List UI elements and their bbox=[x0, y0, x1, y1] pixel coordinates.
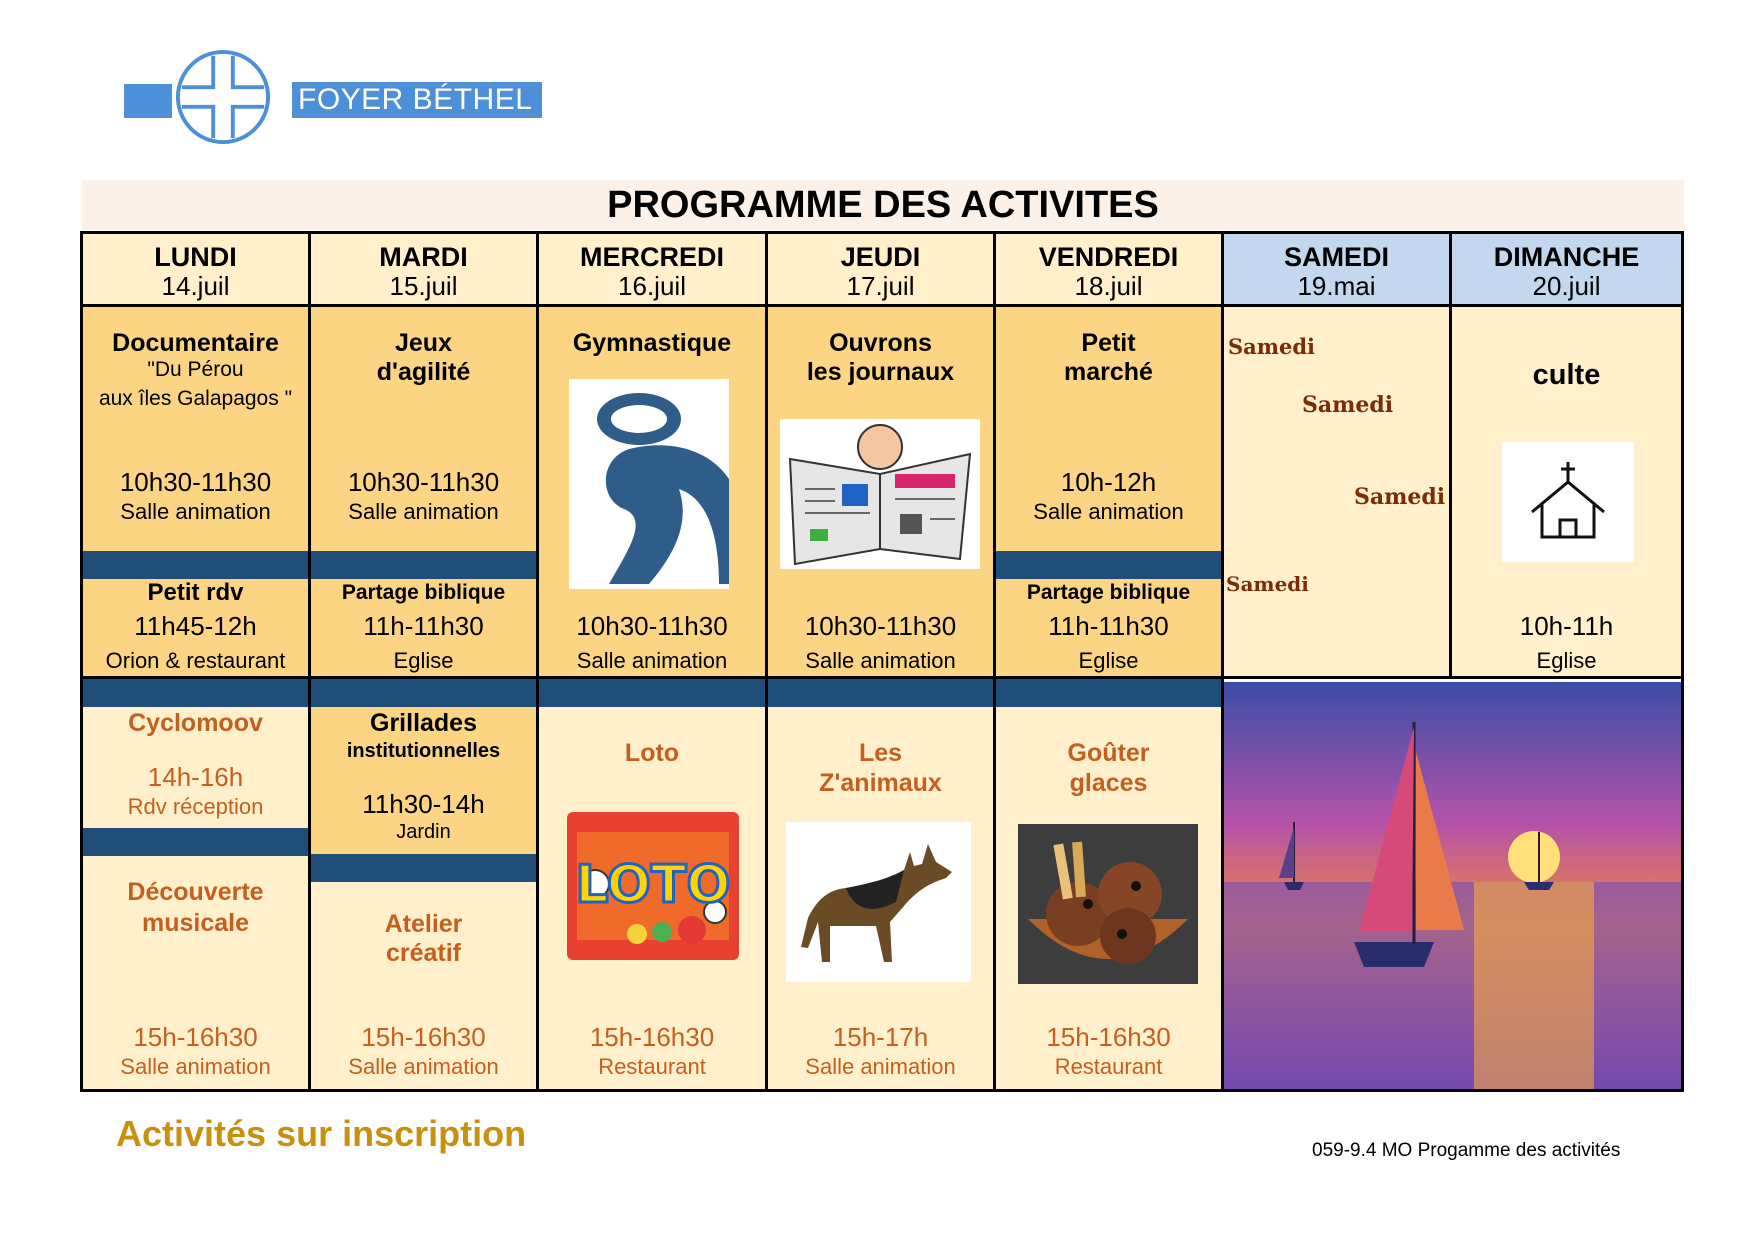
day-date: 14.juil bbox=[161, 271, 230, 301]
newspaper-icon bbox=[780, 419, 980, 569]
column-lundi bbox=[83, 234, 308, 1089]
grid-line bbox=[1449, 234, 1452, 679]
activity-place: Salle animation bbox=[348, 1054, 499, 1079]
samedi-word: Samedi bbox=[1226, 572, 1309, 596]
activity-place: Eglise bbox=[1536, 648, 1597, 673]
activity-time: 10h30-11h30 bbox=[347, 467, 500, 497]
day-header-samedi bbox=[1224, 234, 1449, 304]
activity-title: Petit rdv bbox=[147, 579, 244, 606]
day-header-jeudi bbox=[768, 234, 993, 304]
activity-time: 10h30-11h30 bbox=[576, 611, 728, 641]
activity-time: 10h-11h bbox=[1519, 611, 1614, 641]
activity-time: 15h-16h30 bbox=[1046, 1022, 1171, 1052]
activity-title: Documentaire bbox=[112, 329, 279, 357]
samedi-word: Samedi bbox=[1354, 484, 1446, 510]
grid-line bbox=[536, 234, 539, 1089]
activity-place: Salle animation bbox=[120, 499, 271, 524]
activity-title: Jeux bbox=[395, 329, 452, 357]
day-header-dimanche bbox=[1452, 234, 1681, 304]
activity-title: Partage biblique bbox=[1026, 581, 1191, 604]
separator-bar bbox=[996, 679, 1221, 707]
activity-subtitle: "Du Pérou bbox=[147, 358, 244, 381]
activity-title: Grillades bbox=[370, 709, 477, 737]
activity-time: 11h-11h30 bbox=[363, 611, 484, 641]
activity-title: glaces bbox=[1069, 769, 1148, 797]
column-jeudi bbox=[768, 234, 993, 1089]
separator-bar bbox=[311, 854, 536, 882]
activity-title: marché bbox=[1064, 358, 1153, 386]
day-name: DIMANCHE bbox=[1493, 242, 1640, 272]
day-header-mardi bbox=[311, 234, 536, 304]
activity-title: Loto bbox=[624, 739, 680, 767]
separator-bar bbox=[311, 551, 536, 579]
samedi-word: Samedi bbox=[1302, 392, 1394, 418]
activity-place: Salle animation bbox=[805, 1054, 956, 1079]
column-vendredi bbox=[996, 234, 1221, 1089]
church-icon bbox=[1502, 442, 1634, 562]
day-name: SAMEDI bbox=[1283, 242, 1389, 272]
activity-time: 10h30-11h30 bbox=[119, 467, 272, 497]
day-date: 16.juil bbox=[618, 271, 686, 301]
grid-line bbox=[83, 676, 1681, 679]
activity-title: créatif bbox=[385, 939, 462, 967]
activity-title: culte bbox=[1532, 359, 1601, 391]
activity-title: les journaux bbox=[806, 358, 955, 386]
page-title: PROGRAMME DES ACTIVITES bbox=[82, 180, 1684, 230]
activity-place: Salle animation bbox=[120, 1054, 271, 1079]
activity-place: Salle animation bbox=[805, 648, 956, 673]
activity-time: 10h-12h bbox=[1060, 467, 1157, 497]
activity-time: 11h45-12h bbox=[134, 611, 257, 641]
separator-bar bbox=[311, 679, 536, 707]
dog-icon bbox=[786, 822, 971, 982]
activity-place: Salle animation bbox=[1033, 499, 1184, 524]
activity-title: Atelier bbox=[384, 910, 463, 938]
ice-cream-icon bbox=[1018, 824, 1198, 984]
svg-text:LOTO: LOTO bbox=[575, 855, 731, 915]
day-header-mercredi bbox=[539, 234, 765, 304]
separator-bar bbox=[539, 679, 765, 707]
activity-title: Partage biblique bbox=[341, 581, 506, 604]
logo-brand-text: FOYER BÉTHEL bbox=[292, 82, 542, 118]
activity-title: institutionnelles bbox=[346, 740, 501, 762]
day-name: MERCREDI bbox=[579, 242, 724, 272]
grid-line bbox=[308, 234, 311, 1089]
activity-time: 15h-16h30 bbox=[133, 1022, 258, 1052]
activity-time: 14h-16h bbox=[147, 762, 244, 792]
grid-line bbox=[993, 234, 996, 1089]
logo bbox=[124, 48, 544, 153]
day-name: LUNDI bbox=[154, 242, 237, 272]
day-name: JEUDI bbox=[840, 242, 921, 272]
day-header-lundi bbox=[83, 234, 308, 304]
separator-bar bbox=[768, 679, 993, 707]
activity-time: 11h30-14h bbox=[362, 789, 485, 819]
separator-bar bbox=[83, 551, 308, 579]
activity-time: 11h-11h30 bbox=[1048, 611, 1169, 641]
activity-title: d'agilité bbox=[376, 358, 471, 386]
column-mercredi bbox=[539, 234, 765, 1089]
schedule-table bbox=[80, 231, 1684, 1092]
activity-title: Goûter bbox=[1067, 739, 1150, 767]
activity-time: 10h30-11h30 bbox=[804, 611, 957, 641]
registration-note: Activités sur inscription bbox=[116, 1113, 527, 1154]
activity-place: Restaurant bbox=[1054, 1054, 1163, 1079]
column-mardi bbox=[311, 234, 536, 1089]
activity-title: Ouvrons bbox=[829, 329, 932, 357]
activity-place: Restaurant bbox=[598, 1054, 706, 1079]
activity-title: Petit bbox=[1081, 329, 1136, 357]
sailboat-painting bbox=[1224, 682, 1681, 1089]
activity-title: Les bbox=[858, 739, 903, 767]
separator-bar bbox=[83, 828, 308, 856]
activity-subtitle: aux îles Galapagos " bbox=[98, 387, 293, 410]
samedi-word: Samedi bbox=[1228, 334, 1316, 359]
grid-line bbox=[1221, 234, 1224, 1089]
day-date: 17.juil bbox=[846, 271, 915, 301]
day-date: 19.mai bbox=[1297, 271, 1376, 301]
activity-place: Jardin bbox=[396, 821, 451, 843]
activity-place: Eglise bbox=[1078, 648, 1139, 673]
cross-icon bbox=[174, 48, 272, 146]
activity-time: 15h-17h bbox=[832, 1022, 929, 1052]
day-name: VENDREDI bbox=[1038, 242, 1179, 272]
activity-title: musicale bbox=[141, 909, 249, 937]
day-header-vendredi bbox=[996, 234, 1221, 304]
grid-line bbox=[765, 234, 768, 1089]
activity-place: Orion & restaurant bbox=[105, 648, 286, 673]
day-date: 20.juil bbox=[1532, 271, 1601, 301]
gymnastics-icon bbox=[569, 379, 729, 589]
loto-icon bbox=[567, 812, 739, 960]
activity-title: Découverte bbox=[127, 878, 264, 906]
separator-bar bbox=[996, 551, 1221, 579]
day-name: MARDI bbox=[379, 242, 468, 272]
activity-time: 15h-16h30 bbox=[589, 1022, 715, 1052]
activity-title: Z'animaux bbox=[819, 769, 942, 797]
activity-place: Salle animation bbox=[576, 648, 728, 673]
grid-line bbox=[83, 304, 1681, 307]
activity-title: Cyclomoov bbox=[128, 709, 263, 737]
day-date: 15.juil bbox=[389, 271, 458, 301]
logo-bar bbox=[124, 84, 172, 118]
activity-place: Eglise bbox=[393, 648, 454, 673]
activity-place: Rdv réception bbox=[127, 794, 264, 819]
separator-bar bbox=[83, 679, 308, 707]
activity-place: Salle animation bbox=[348, 499, 499, 524]
activity-time: 15h-16h30 bbox=[361, 1022, 486, 1052]
activity-title: Gymnastique bbox=[572, 329, 732, 357]
document-reference: 059-9.4 MO Progamme des activités bbox=[1312, 1140, 1621, 1161]
day-date: 18.juil bbox=[1074, 271, 1143, 301]
